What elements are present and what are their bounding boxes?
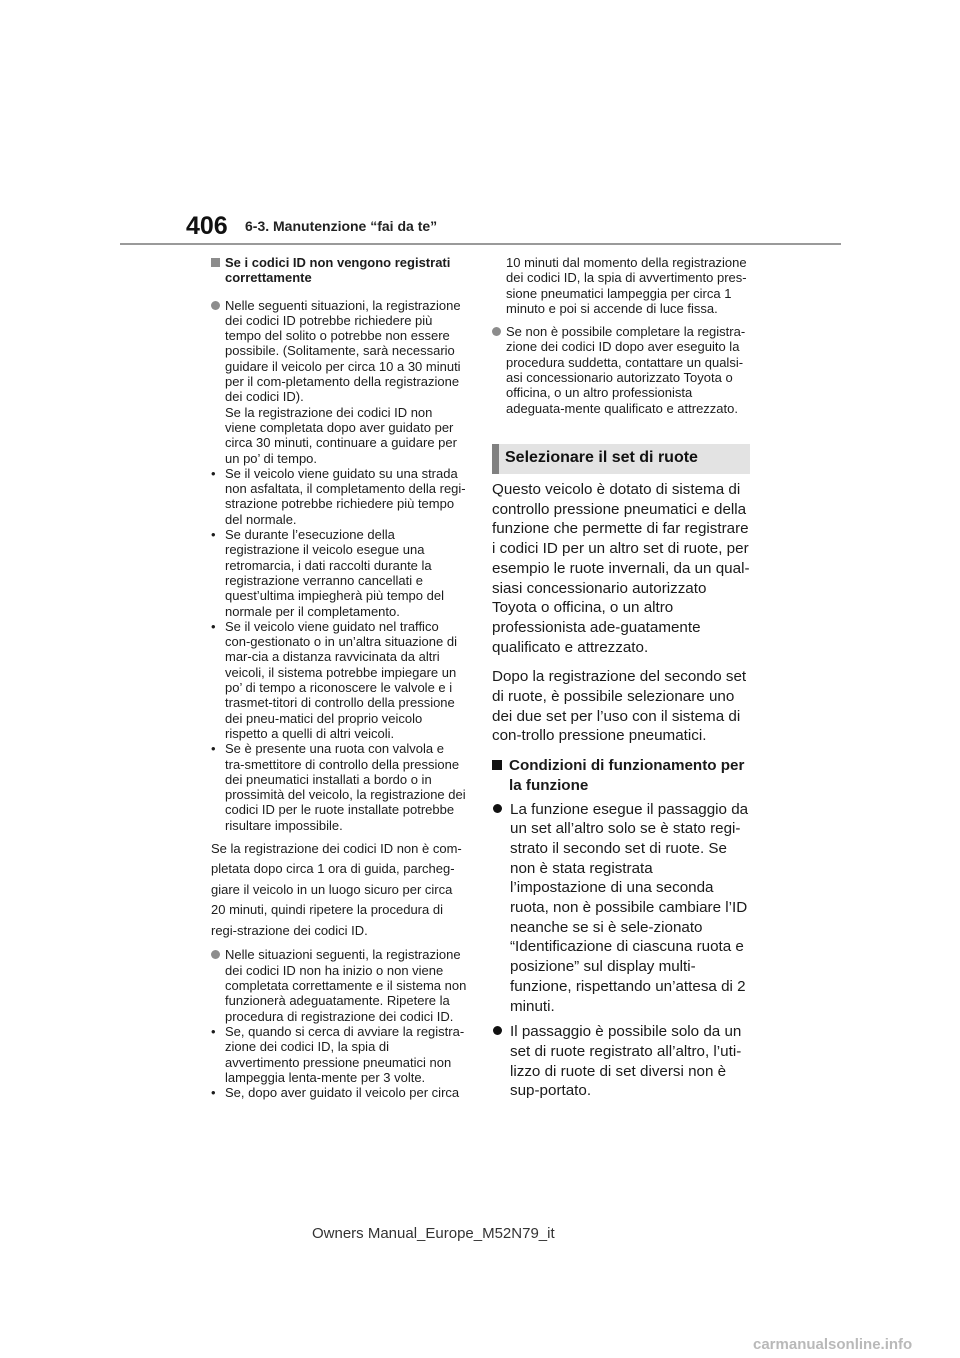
watermark: carmanualsonline.info	[753, 1336, 913, 1353]
bullet-mark: •	[211, 465, 216, 481]
header-divider	[120, 243, 841, 245]
list-item	[211, 741, 467, 833]
bullet-mark: •	[211, 618, 216, 634]
section-title-box	[492, 444, 750, 474]
list-item-text: Se durante l’esecuzione della registrazione il veicolo esegue una retromarcia, i dati raccolti durante la registrazione verranno cancellati e quest’ultima impiegherà più tempo del normale per il completamento.	[225, 527, 444, 619]
note-item	[492, 324, 750, 416]
list-item	[211, 1085, 467, 1100]
circle-bullet-icon	[492, 327, 501, 336]
list-item-text: Se, dopo aver guidato il veicolo per circa	[225, 1085, 460, 1101]
note-item	[211, 298, 467, 466]
note-text: Se la registrazione dei codici ID non viene completata dopo aver guidato per circa 30 minuti, continuare a guidare per un po’ di tempo.	[225, 404, 457, 466]
list-item	[211, 619, 467, 741]
section-heading: Selezionare il set di ruote	[505, 449, 698, 466]
bullet-mark: •	[211, 527, 216, 543]
left-column	[211, 255, 467, 1100]
section-title: 6-3. Manutenzione “fai da te”	[245, 218, 438, 234]
note-text: Se non è possibile completare la registra-zione dei codici ID dopo aver eseguito la procedura suddetta, contattare un qualsi-asi concessionario autorizzato Toyota o officina, o un altro professionista adeguata-mente qualificato e attrezzato.	[506, 324, 746, 416]
subsection-heading-text: Condizioni di funzionamento per la funzione	[509, 757, 745, 794]
list-item-text: Se, quando si cerca di avviare la registra-zione dei codici ID, la spia di avvertimento pressione pneumatici non lampeggia lenta-mente per 3 volte.	[225, 1023, 465, 1085]
right-column-body	[492, 480, 752, 1107]
list-item	[211, 1024, 467, 1085]
list-item	[211, 527, 467, 619]
list-item	[492, 1022, 752, 1101]
right-column-notes	[492, 255, 750, 416]
subsection-heading	[492, 756, 752, 795]
list-item	[492, 800, 752, 1017]
section-accent-bar	[492, 444, 499, 474]
circle-bullet-icon	[493, 1026, 502, 1035]
circle-bullet-icon	[493, 804, 502, 813]
circle-bullet-icon	[211, 301, 220, 310]
list-item	[211, 466, 467, 527]
note-text: Nelle seguenti situazioni, la registrazione dei codici ID potrebbe richiedere più tempo del solito o potrebbe non essere possibile. (Solitamente, sarà necessario guidare il veicolo per circa 10 a 30 minuti per il com-pletamento della registrazione dei codici ID).	[225, 297, 461, 405]
body-paragraph: Questo veicolo è dotato di sistema di controllo pressione pneumatici e della funzione che permette di far registrare i codici ID per un altro set di ruote, per esempio le ruote invernali, da un qual-siasi concessionario autorizzato Toyota o officina, o un altro professionista ade-guatamente qualificato e attrezzato.	[492, 481, 750, 656]
list-item-text: Il passaggio è possibile solo da un set di ruote registrato all’altro, l’uti-lizzo di ruote di set diversi non è sup-portato.	[510, 1023, 742, 1100]
subsection-heading	[211, 255, 467, 286]
list-item-text: Se il veicolo viene guidato su una strada non asfaltata, il completamento della regi-strazione potrebbe richiedere più tempo del normale.	[225, 465, 466, 527]
note-item	[211, 947, 467, 1023]
bullet-mark: •	[211, 1023, 216, 1039]
page-number: 406	[186, 212, 228, 240]
square-bullet-icon	[211, 258, 220, 267]
footer-text: Owners Manual_Europe_M52N79_it	[312, 1225, 555, 1242]
square-bullet-icon	[492, 760, 502, 770]
body-paragraph: Dopo la registrazione del secondo set di ruote, è possibile selezionare uno dei due set per l’uso con il sistema di con-trollo pressione pneumatici.	[492, 668, 747, 745]
body-paragraph: Se la registrazione dei codici ID non è com-pletata dopo circa 1 ora di guida, parcheg-giare il veicolo in un luogo sicuro per circa 20 minuti, quindi ripetere la procedura di regi-strazione dei codici ID.	[211, 840, 462, 938]
circle-bullet-icon	[211, 950, 220, 959]
subsection-heading-text: Se i codici ID non vengono registrati correttamente	[225, 255, 451, 286]
bullet-mark: •	[211, 741, 216, 757]
list-item-text: La funzione esegue il passaggio da un set all’altro solo se è stato regi-strato il secondo set di ruote. Se non è stata registrata l’impostazione di una seconda ruota, non è possibile cambiare l’ID neanche se si è sele-zionato “Identificazione di ciascuna ruota e posizione” sul display multi-funzione, rispettando un’attesa di 2 minuti.	[510, 800, 749, 1015]
note-text: Nelle situazioni seguenti, la registrazione dei codici ID non ha inizio o non viene completata correttamente e il sistema non funzionerà adeguatamente. Ripetere la procedura di registrazione dei codici ID.	[225, 947, 467, 1024]
list-item-text: Se il veicolo viene guidato nel traffico con-gestionato o in un’altra situazione di mar-cia a distanza ravvicinata da altri veicoli, il sistema potrebbe impiegare un po’ di tempo a riconoscere le valvole e i trasmet-titori di controllo della pressione dei pneu-matici del proprio veicolo rispetto a quelli di altri veicoli.	[225, 618, 457, 741]
list-item-text: Se è presente una ruota con valvola e tra-smettitore di controllo della pressione dei pneumatici installati a bordo o in prossimità del veicolo, la registrazione dei codici ID per le ruote installate potrebbe risultare impossibile.	[225, 741, 466, 833]
bullet-mark: •	[211, 1085, 216, 1101]
list-item-continuation: 10 minuti dal momento della registrazione dei codici ID, la spia di avvertimento pres-sione pneumatici lampeggia per circa 1 minuto e poi si accende di luce fissa.	[506, 255, 747, 316]
